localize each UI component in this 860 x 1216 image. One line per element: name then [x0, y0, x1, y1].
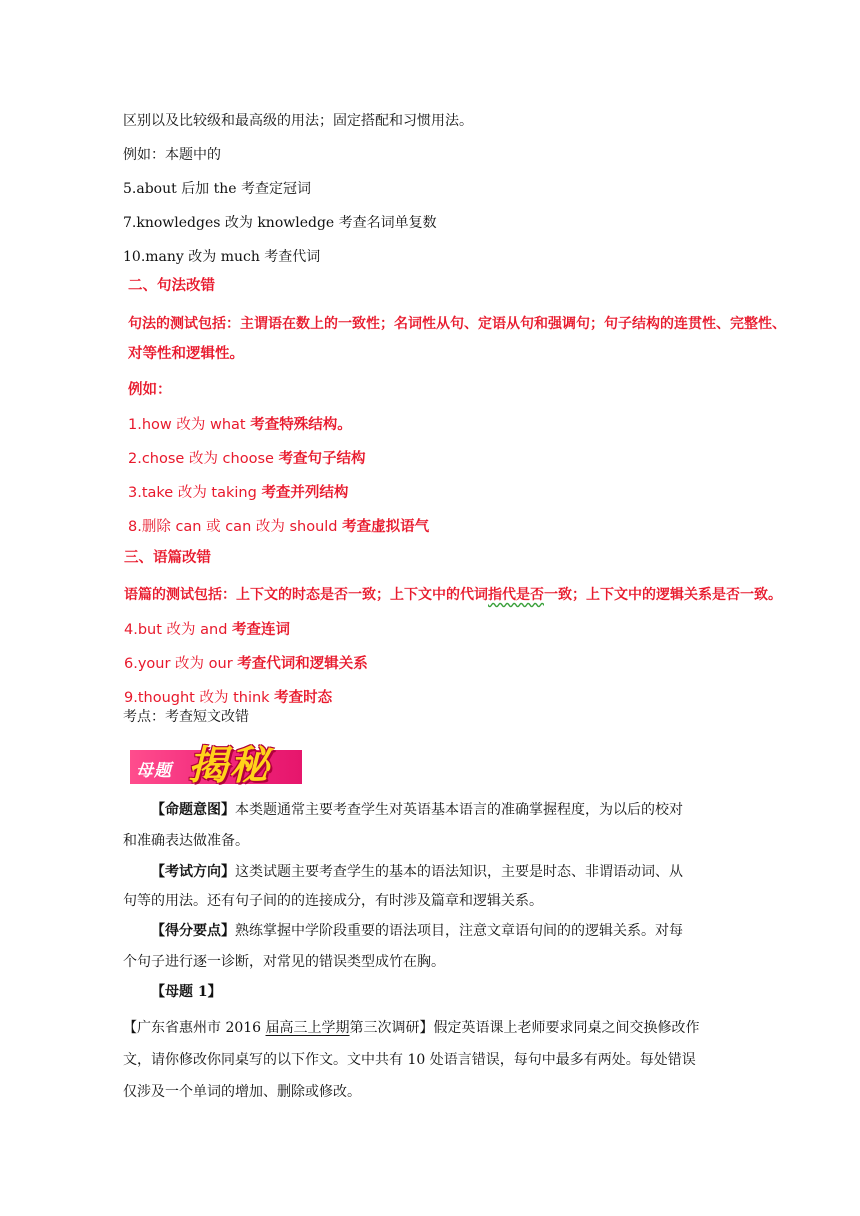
- banner-small-text: 母题: [136, 761, 172, 781]
- intro-line-1: 区别以及比较级和最高级的用法；固定搭配和习惯用法。: [123, 113, 473, 129]
- discourse-desc-c: 一致；上下文中的逻辑关系是否一致。: [544, 587, 782, 603]
- intro-line-2: 例如：本题中的: [123, 147, 221, 163]
- problem-line-1: [123, 1019, 700, 1037]
- kaodian-line: 考点：考查短文改错: [123, 709, 249, 725]
- syntax-item: [128, 449, 366, 469]
- discourse-item-tag: 考查连词: [232, 622, 291, 638]
- discourse-desc: [124, 585, 782, 605]
- syntax-item-tag: 考查并列结构: [261, 485, 349, 501]
- intent-line-2: 和准确表达做准备。: [123, 833, 249, 849]
- mother-question-banner: [130, 740, 302, 789]
- syntax-item-tag: 考查特殊结构。: [250, 417, 352, 433]
- intro-line-4: 7.knowledges 改为 knowledge 考查名词单复数: [123, 215, 437, 231]
- problem-line-3: 仅涉及一个单词的增加、删除或修改。: [123, 1084, 361, 1100]
- discourse-desc-a: 语篇的测试包括：上下文的时态是否一致；上下文中的代词: [124, 587, 488, 603]
- problem-line-2: 文，请你修改你同桌写的以下作文。文中共有 10 处语言错误，每句中最多有两处。每处错误: [123, 1052, 696, 1068]
- syntax-desc-1: 句法的测试包括：主谓语在数上的一致性；名词性从句、定语从句和强调句；句子结构的连贯性、完整性、: [128, 316, 786, 332]
- intent-line-1: [151, 801, 683, 819]
- discourse-item: [124, 654, 368, 674]
- discourse-item-eng: 4.but 改为 and: [124, 622, 233, 638]
- syntax-item: [128, 517, 429, 537]
- banner-big-text: 揭秘: [188, 743, 270, 789]
- intro-line-3: 5.about 后加 the 考查定冠词: [123, 181, 312, 197]
- syntax-item-tag: 考查虚拟语气: [342, 519, 430, 535]
- discourse-item: [124, 620, 290, 640]
- syntax-item-eng: 1.how 改为 what: [128, 417, 251, 433]
- problem-line-1c: 第三次调研】假定英语课上老师要求同桌之间交换修改作: [349, 1020, 700, 1036]
- discourse-item-tag: 考查代词和逻辑关系: [237, 656, 368, 672]
- direction-line-2: 句等的用法。还有句子间的的连接成分，有时涉及篇章和逻辑关系。: [123, 893, 543, 909]
- points-line-2: 个句子进行逐一诊断，对常见的错误类型成竹在胸。: [123, 954, 445, 970]
- discourse-item: [124, 688, 332, 708]
- mother-question-title: 【母题 1】: [151, 984, 222, 1000]
- direction-line-1: [151, 863, 683, 881]
- problem-line-1a: 【广东省惠州市 2016: [123, 1020, 266, 1036]
- syntax-item-eng: 2.chose 改为 choose: [128, 451, 279, 467]
- syntax-heading: 二、句法改错: [128, 278, 215, 294]
- direction-label: 【考试方向】: [151, 864, 235, 880]
- intro-line-5: 10.many 改为 much 考查代词: [123, 249, 321, 265]
- syntax-item-eng: 3.take 改为 taking: [128, 485, 262, 501]
- syntax-desc-2: 对等性和逻辑性。: [128, 346, 244, 362]
- discourse-heading: 三、语篇改错: [124, 550, 211, 566]
- points-text-1: 熟练掌握中学阶段重要的语法项目，注意文章语句间的的逻辑关系。对每: [235, 923, 683, 939]
- syntax-item: [128, 483, 348, 503]
- points-label: 【得分要点】: [151, 923, 235, 939]
- discourse-item-eng: 9.thought 改为 think: [124, 690, 275, 706]
- problem-line-1b: 届高三上学期: [265, 1020, 350, 1036]
- points-line-1: [151, 922, 683, 940]
- intent-label: 【命题意图】: [151, 802, 235, 818]
- discourse-desc-b: 指代是否: [488, 587, 544, 603]
- discourse-item-tag: 考查时态: [274, 690, 333, 706]
- syntax-item-eng: 8.删除 can 或 can 改为 should: [128, 519, 343, 535]
- intent-text-1: 本类题通常主要考查学生对英语基本语言的准确掌握程度，为以后的校对: [235, 802, 683, 818]
- syntax-item: [128, 415, 352, 435]
- discourse-item-eng: 6.your 改为 our: [124, 656, 238, 672]
- direction-text-1: 这类试题主要考查学生的基本的语法知识，主要是时态、非谓语动词、从: [235, 864, 683, 880]
- syntax-item-tag: 考查句子结构: [278, 451, 366, 467]
- syntax-example-label: 例如：: [128, 382, 172, 398]
